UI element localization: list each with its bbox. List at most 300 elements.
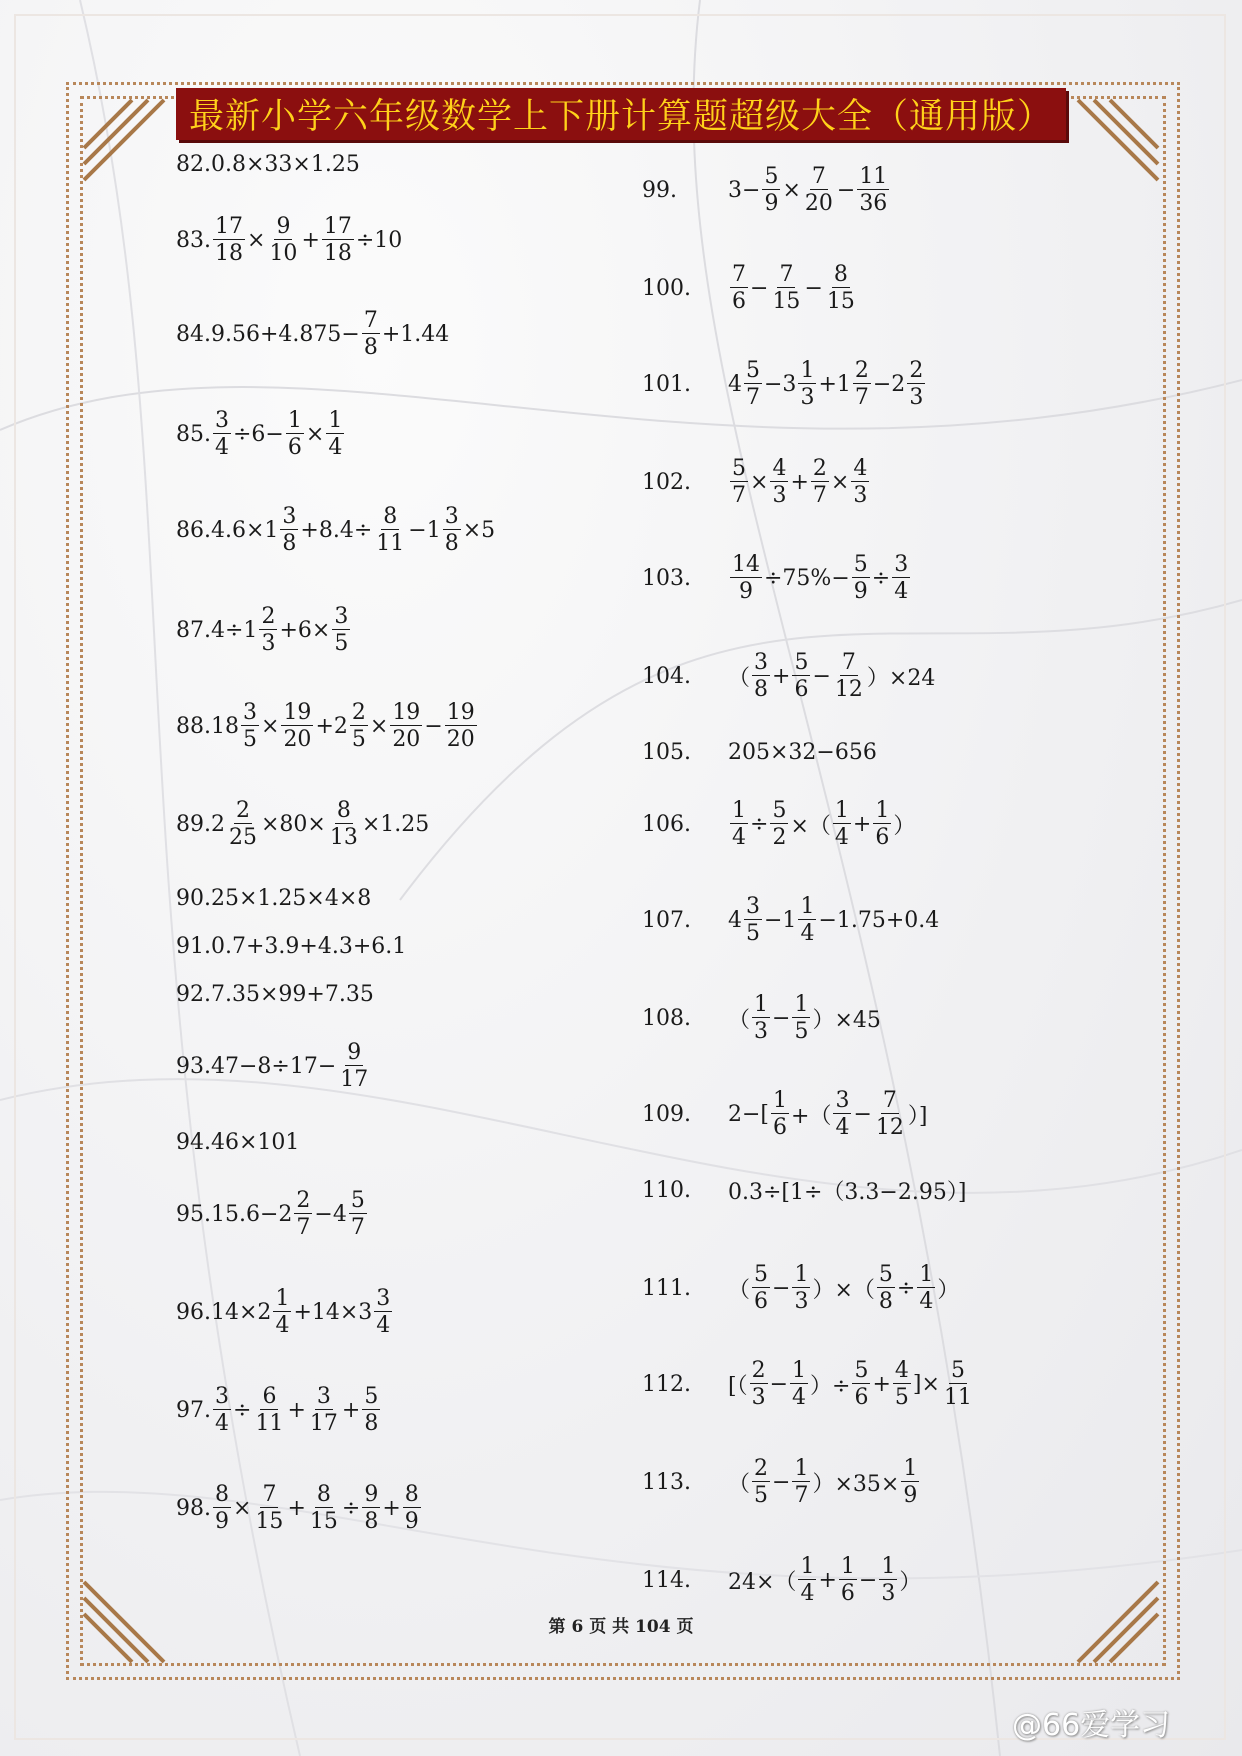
numerator: 5	[853, 551, 868, 577]
expression-text: ÷	[896, 1275, 916, 1301]
denominator: 3	[800, 385, 815, 410]
denominator: 6	[773, 1115, 788, 1140]
denominator: 5	[334, 631, 349, 656]
problem-number: 111.	[642, 1275, 691, 1301]
fraction	[798, 895, 816, 945]
fraction	[752, 651, 770, 701]
numerator: 1	[794, 1455, 809, 1481]
denominator: 20	[392, 727, 421, 752]
problem-114	[642, 1554, 921, 1606]
expression-text: ）]	[907, 1103, 928, 1129]
numerator: 1	[792, 1357, 807, 1383]
denominator: 4	[792, 1385, 807, 1410]
denominator: 4	[275, 1313, 290, 1338]
expression-text: ×	[247, 227, 266, 253]
denominator: 6	[794, 677, 809, 702]
numerator: 7	[779, 261, 794, 287]
problem-98	[176, 1482, 423, 1534]
numerator: 2	[296, 1187, 311, 1213]
expression-text: 7.35×99+7.35	[211, 981, 374, 1007]
fraction	[893, 1359, 911, 1409]
denominator: 9	[903, 1483, 918, 1508]
expression-text: ×	[261, 713, 280, 739]
expression-text: +	[382, 1495, 401, 1521]
problem-number: 94.	[176, 1129, 211, 1155]
expression-text: +	[818, 1567, 837, 1593]
numerator: 8	[404, 1481, 419, 1507]
numerator: 5	[950, 1357, 965, 1383]
denominator: 9	[853, 579, 868, 604]
problem-number: 84.	[176, 321, 211, 347]
fraction	[326, 409, 344, 459]
expression-text: +	[301, 227, 320, 253]
expression-text: ）×24	[866, 665, 936, 691]
fraction	[730, 799, 748, 849]
expression-text: +6×	[279, 617, 331, 643]
fraction	[792, 1263, 810, 1313]
expression-text: ×5	[462, 517, 496, 543]
problem-91	[176, 920, 406, 972]
expression-text: ÷75%−	[764, 565, 850, 591]
numerator: 11	[859, 163, 888, 189]
denominator: 3	[909, 385, 924, 410]
problem-number: 100.	[642, 275, 691, 301]
denominator: 9	[404, 1509, 419, 1534]
problem-number: 113.	[642, 1469, 691, 1495]
denominator: 13	[329, 825, 358, 850]
denominator: 4	[215, 435, 229, 460]
fraction	[752, 1457, 770, 1507]
expression-text: 0.3÷[1÷（3.3−2.95）]	[728, 1179, 967, 1205]
expression-text: ）×35×	[812, 1471, 900, 1497]
fraction	[879, 1555, 897, 1605]
expression-text: −	[772, 1469, 791, 1495]
fraction	[852, 553, 870, 603]
problem-number: 110.	[642, 1177, 691, 1203]
expression-text: −	[769, 1371, 789, 1397]
fraction	[752, 993, 770, 1043]
fraction	[273, 1287, 291, 1337]
fraction	[308, 1385, 340, 1435]
fraction	[853, 359, 871, 409]
problem-103	[642, 552, 912, 604]
denominator: 3	[261, 631, 276, 656]
denominator: 15	[309, 1509, 338, 1534]
expression-text: 4.6×1	[211, 517, 279, 543]
denominator: 18	[323, 241, 352, 266]
fraction	[213, 215, 245, 265]
expression-text: +	[287, 1397, 306, 1423]
expression-text: −4	[314, 1201, 347, 1227]
expression-text: ×80×	[261, 811, 326, 837]
problem-112	[642, 1358, 976, 1410]
expression-text: ÷	[871, 565, 891, 591]
expression-text: −1	[408, 517, 441, 543]
expression-text: 46×101	[211, 1129, 300, 1155]
fraction	[833, 1089, 851, 1139]
denominator: 8	[754, 677, 769, 702]
problem-number: 92.	[176, 981, 211, 1007]
denominator: 20	[446, 727, 475, 752]
expression-text: 2	[211, 811, 225, 837]
problem-113	[642, 1456, 921, 1508]
numerator: 1	[800, 357, 815, 383]
denominator: 8	[282, 531, 297, 556]
numerator: 4	[853, 455, 868, 481]
fraction	[213, 409, 231, 459]
expression-text: +	[790, 469, 809, 495]
fraction	[874, 1089, 906, 1139]
denominator: 5	[894, 1385, 909, 1410]
denominator: 17	[309, 1411, 338, 1436]
problem-84	[176, 308, 449, 360]
denominator: 6	[875, 825, 890, 850]
denominator: 36	[859, 191, 888, 216]
expression-text: 0.7+3.9+4.3+6.1	[211, 933, 407, 959]
numerator: 7	[882, 1087, 897, 1113]
problem-99	[642, 164, 891, 216]
fraction	[770, 457, 788, 507]
problem-number: 93.	[176, 1053, 211, 1079]
expression-text: （	[728, 665, 751, 691]
denominator: 12	[834, 677, 863, 702]
fraction	[942, 1359, 974, 1409]
corner-ornament-top-right	[1068, 90, 1168, 190]
expression-text: 4	[728, 371, 742, 397]
denominator: 8	[444, 531, 459, 556]
numerator: 7	[841, 649, 856, 675]
fraction	[803, 165, 835, 215]
denominator: 18	[215, 241, 243, 266]
expression-text: ）	[937, 1277, 960, 1303]
numerator: 5	[878, 1261, 893, 1287]
numerator: 1	[834, 797, 849, 823]
fraction	[213, 1483, 231, 1533]
title-banner	[176, 88, 1066, 140]
expression-text: 205×32−656	[728, 739, 877, 765]
expression-text: ）	[899, 1569, 922, 1595]
expression-text: −	[812, 663, 831, 689]
denominator: 4	[800, 1581, 815, 1606]
fraction	[362, 1385, 380, 1435]
problem-108	[642, 992, 881, 1044]
fraction	[253, 1483, 285, 1533]
fraction	[744, 895, 762, 945]
denominator: 7	[350, 1215, 365, 1240]
denominator: 15	[772, 289, 801, 314]
denominator: 3	[794, 1289, 809, 1314]
denominator: 4	[215, 1411, 229, 1436]
expression-text: +2	[315, 713, 348, 739]
problem-90	[176, 872, 371, 924]
problem-number: 106.	[642, 811, 691, 837]
denominator: 2	[772, 825, 787, 850]
expression-text: ×	[782, 177, 801, 203]
denominator: 6	[854, 1385, 869, 1410]
fraction	[770, 263, 802, 313]
numerator: 3	[754, 649, 769, 675]
problem-89	[176, 798, 429, 850]
denominator: 11	[943, 1385, 972, 1410]
fraction	[338, 1041, 370, 1091]
fraction	[213, 1385, 231, 1435]
numerator: 1	[800, 893, 815, 919]
expression-text: （	[728, 1007, 751, 1033]
problem-number: 89.	[176, 811, 211, 837]
expression-text: 4÷1	[211, 617, 258, 643]
problem-94	[176, 1116, 299, 1168]
numerator: 4	[772, 455, 787, 481]
denominator: 9	[215, 1509, 229, 1534]
numerator: 5	[746, 357, 760, 383]
expression-text: 3−	[728, 177, 761, 203]
denominator: 5	[351, 727, 366, 752]
expression-text: 4	[728, 907, 742, 933]
problem-97	[176, 1384, 382, 1436]
expression-text: ÷	[341, 1495, 361, 1521]
numerator: 14	[732, 551, 760, 577]
expression-text: （	[728, 1277, 751, 1303]
denominator: 11	[255, 1411, 284, 1436]
numerator: 7	[262, 1481, 277, 1507]
fraction	[281, 701, 313, 751]
denominator: 4	[732, 825, 746, 850]
denominator: 7	[732, 483, 746, 508]
denominator: 6	[754, 1289, 769, 1314]
expression-text: ÷6−	[233, 421, 284, 447]
denominator: 3	[853, 483, 868, 508]
fraction	[267, 215, 299, 265]
fraction	[280, 505, 298, 555]
denominator: 7	[746, 385, 760, 410]
problem-96	[176, 1286, 394, 1338]
numerator: 5	[350, 1187, 365, 1213]
problem-88	[176, 700, 479, 752]
fraction	[792, 651, 810, 701]
expression-text: +8.4÷	[300, 517, 373, 543]
numerator: 7	[732, 261, 746, 287]
numerator: 2	[236, 797, 250, 823]
fraction	[730, 553, 762, 603]
expression-text: +1.44	[381, 321, 450, 347]
problem-number: 108.	[642, 1005, 691, 1031]
expression-text: ÷	[750, 811, 769, 837]
denominator: 4	[835, 1115, 850, 1140]
problem-95	[176, 1188, 369, 1240]
problem-number: 88.	[176, 713, 211, 739]
problem-number: 98.	[176, 1495, 211, 1521]
expression-text: +	[772, 663, 791, 689]
expression-text: −	[804, 275, 823, 301]
expression-text: −	[853, 1101, 872, 1127]
problem-number: 97.	[176, 1397, 211, 1423]
denominator: 4	[834, 825, 849, 850]
fraction	[792, 1457, 810, 1507]
denominator: 4	[894, 579, 909, 604]
numerator: 4	[894, 1357, 909, 1383]
fraction	[403, 1483, 421, 1533]
page-title: 最新小学六年级数学上下册计算题超级大全（通用版）	[188, 97, 1053, 137]
page-footer: 第 6 页 共 104 页	[548, 1617, 694, 1637]
numerator: 2	[854, 357, 869, 383]
fraction	[839, 1555, 857, 1605]
numerator: 9	[364, 1481, 379, 1507]
numerator: 8	[336, 797, 351, 823]
denominator: 6	[732, 289, 746, 314]
expression-text: +（	[791, 1103, 832, 1129]
expression-text: ×	[830, 469, 850, 495]
numerator: 1	[754, 991, 769, 1017]
expression-text: 25×1.25×4×8	[211, 885, 372, 911]
numerator: 17	[215, 213, 243, 239]
problem-number: 96.	[176, 1299, 211, 1325]
fraction	[901, 1457, 919, 1507]
fraction	[873, 799, 891, 849]
numerator: 17	[323, 213, 352, 239]
problem-93	[176, 1040, 372, 1092]
problem-number: 112.	[642, 1371, 691, 1397]
fraction	[770, 799, 788, 849]
numerator: 2	[351, 699, 366, 725]
expression-text: ）÷	[810, 1373, 851, 1399]
problem-85	[176, 408, 346, 460]
expression-text: ×	[233, 1495, 252, 1521]
denominator: 15	[826, 289, 855, 314]
expression-text: [（	[728, 1373, 748, 1399]
denominator: 11	[376, 531, 405, 556]
numerator: 3	[894, 551, 909, 577]
denominator: 25	[229, 825, 257, 850]
denominator: 5	[754, 1483, 769, 1508]
fraction	[328, 799, 360, 849]
numerator: 8	[215, 1481, 229, 1507]
numerator: 1	[275, 1285, 290, 1311]
fraction	[892, 553, 910, 603]
problem-105	[642, 726, 877, 778]
problem-number: 104.	[642, 663, 691, 689]
numerator: 3	[243, 699, 257, 725]
numerator: 3	[444, 503, 459, 529]
numerator: 7	[363, 307, 378, 333]
denominator: 8	[878, 1289, 893, 1314]
numerator: 2	[751, 1357, 766, 1383]
fraction	[227, 799, 259, 849]
expression-text: −1.75+0.4	[818, 907, 940, 933]
numerator: 3	[376, 1285, 391, 1311]
fraction	[811, 457, 829, 507]
expression-text: 9.56+4.875−	[211, 321, 360, 347]
numerator: 2	[909, 357, 924, 383]
fraction	[294, 1189, 312, 1239]
numerator: 5	[772, 797, 787, 823]
problem-number: 102.	[642, 469, 691, 495]
expression-text: 47−8÷17−	[211, 1053, 337, 1079]
denominator: 6	[840, 1581, 855, 1606]
numerator: 3	[282, 503, 297, 529]
denominator: 5	[243, 727, 257, 752]
fraction	[852, 1359, 870, 1409]
fraction	[762, 165, 780, 215]
numerator: 3	[334, 603, 349, 629]
numerator: 8	[316, 1481, 331, 1507]
fraction	[744, 359, 762, 409]
numerator: 2	[754, 1455, 769, 1481]
fraction	[374, 505, 406, 555]
numerator: 5	[732, 455, 746, 481]
expression-text: 24×（	[728, 1569, 797, 1595]
denominator: 8	[364, 1411, 379, 1436]
numerator: 9	[347, 1039, 362, 1065]
denominator: 3	[751, 1385, 766, 1410]
problem-111	[642, 1262, 959, 1314]
denominator: 4	[800, 921, 815, 946]
expression-text: −1	[764, 907, 797, 933]
denominator: 7	[812, 483, 827, 508]
numerator: 3	[215, 407, 229, 433]
denominator: 4	[376, 1313, 391, 1338]
problem-92	[176, 968, 374, 1020]
denominator: 9	[739, 579, 753, 604]
problem-number: 101.	[642, 371, 691, 397]
denominator: 5	[794, 1019, 809, 1044]
expression-text: ×1.25	[361, 811, 430, 837]
expression-text: ÷	[233, 1397, 252, 1423]
expression-text: −3	[764, 371, 797, 397]
numerator: 1	[794, 1261, 809, 1287]
expression-text: ×	[750, 469, 769, 495]
problem-102	[642, 456, 871, 508]
fraction	[730, 263, 748, 313]
denominator: 15	[255, 1509, 284, 1534]
expression-text: ×	[305, 421, 325, 447]
expression-text: ）	[893, 813, 916, 839]
numerator: 8	[383, 503, 398, 529]
expression-text: +	[287, 1495, 306, 1521]
fraction	[374, 1287, 392, 1337]
expression-text: +	[872, 1371, 891, 1397]
fraction	[445, 701, 477, 751]
expression-text: ）×（	[812, 1277, 875, 1303]
problem-number: 82.	[176, 151, 211, 177]
problem-number: 114.	[642, 1567, 691, 1593]
numerator: 3	[835, 1087, 850, 1113]
fraction	[362, 309, 380, 359]
fraction	[907, 359, 925, 409]
denominator: 8	[363, 335, 378, 360]
numerator: 1	[773, 1087, 788, 1113]
fraction	[253, 1385, 285, 1435]
fraction	[825, 263, 857, 313]
fraction	[750, 1359, 768, 1409]
fraction	[857, 165, 889, 215]
corner-ornament-top-left	[74, 90, 174, 190]
expression-text: +14×3	[293, 1299, 373, 1325]
numerator: 1	[328, 407, 343, 433]
numerator: 1	[919, 1261, 934, 1287]
numerator: 8	[833, 261, 848, 287]
fraction	[308, 1483, 340, 1533]
problem-number: 83.	[176, 227, 211, 253]
fraction	[790, 1359, 808, 1409]
denominator: 4	[328, 435, 343, 460]
denominator: 20	[804, 191, 833, 216]
fraction	[771, 1089, 789, 1139]
problem-106	[642, 798, 915, 850]
numerator: 1	[903, 1455, 918, 1481]
denominator: 3	[881, 1581, 896, 1606]
denominator: 3	[772, 483, 787, 508]
denominator: 20	[283, 727, 312, 752]
